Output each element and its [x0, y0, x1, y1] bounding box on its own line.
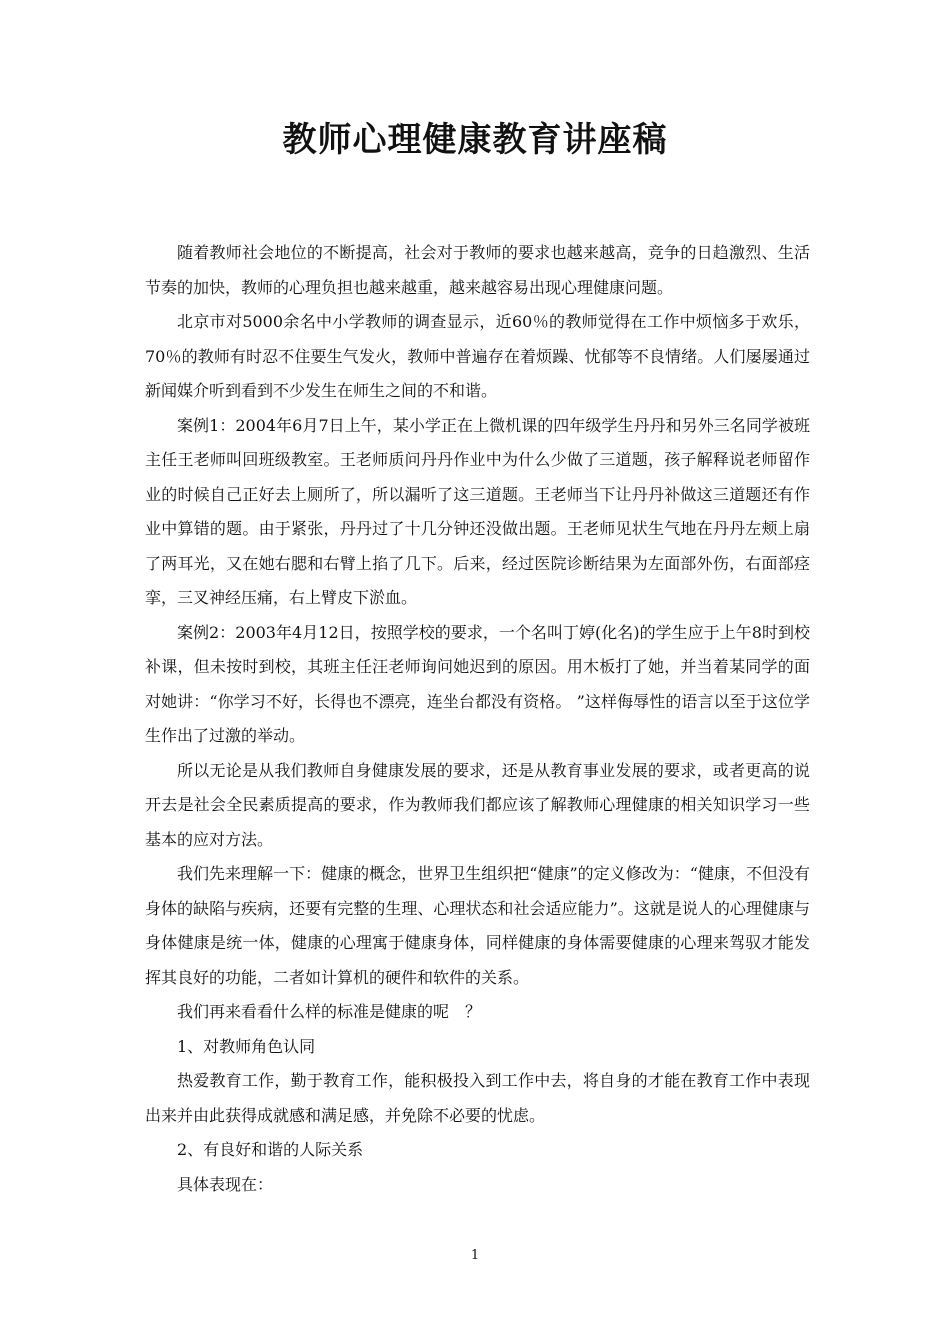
document-title: 教师心理健康教育讲座稿: [282, 120, 668, 160]
heading-item-2: 2、有良好和谐的人际关系: [177, 1140, 364, 1159]
paragraph-health-definition: 我们先来理解一下：健康的概念，世界卫生组织把“健康”的定义修改为：“健康，不但没有身体的缺陷与疾病，还要有完整的生理、心理状态和社会适应能力”。这就是说人的心理健康与身体健康是统一体，健康的心理寓于健康身体，同样健康的身体需要健康的心理来驾驭才能发挥其良好的功能，二者如计算机的硬件和软件的关系。: [145, 864, 810, 987]
paragraph-standard-question: 我们再来看看什么样的标准是健康的呢 ？: [177, 1002, 482, 1021]
page-number: 1: [470, 1248, 480, 1263]
paragraph-intro: 随着教师社会地位的不断提高，社会对于教师的要求也越来越高，竞争的日趋激烈、生活节奏的加快，教师的心理负担也越来越重，越来越容易出现心理健康问题。: [145, 243, 810, 297]
document-body: [145, 236, 810, 1202]
paragraph-item-2-detail: 具体表现在：: [177, 1174, 274, 1194]
paragraph-case-2: 案例2：2003年4月12日，按照学校的要求，一个名叫丁婷(化名)的学生应于上午8时到校补课，但未按时到校，其班主任汪老师询问她迟到的原因。用木板打了她，并当着某同学的面对她讲：“你学习不好，长得也不漂亮，连坐台都没有资格。 ”这样侮辱性的语言以至于这位学生作出了过激的举动。: [145, 622, 810, 745]
heading-item-1: 1、对教师角色认同: [177, 1036, 316, 1056]
paragraph-item-1-detail: 热爱教育工作，勤于教育工作，能积极投入到工作中去，将自身的才能在教育工作中表现出来并由此获得成就感和满足感，并免除不必要的忧虑。: [145, 1071, 810, 1125]
paragraph-conclusion: 所以无论是从我们教师自身健康发展的要求，还是从教育事业发展的要求，或者更高的说开去是社会全民素质提高的要求，作为教师我们都应该了解教师心理健康的相关知识学习一些基本的应对方法。: [145, 760, 810, 849]
paragraph-case-1: 案例1：2004年6月7日上午，某小学正在上微机课的四年级学生丹丹和另外三名同学被班主任王老师叫回班级教室。王老师质问丹丹作业中为什么少做了三道题，孩子解释说老师留作业的时候自己正好去上厕所了，所以漏听了这三道题。王老师当下让丹丹补做这三道题还有作业中算错的题。由于紧张，丹丹过了十几分钟还没做出题。王老师见状生气地在丹丹左颊上扇了两耳光，又在她右腮和右臂上掐了几下。后来，经过医院诊断结果为左面部外伤，右面部痉挛，三叉神经压痛，右上臂皮下淤血。: [145, 415, 810, 607]
paragraph-survey: 北京市对5000余名中小学教师的调查显示，近60％的教师觉得在工作中烦恼多于欢乐，70％的教师有时忍不住要生气发火，教师中普遍存在着烦躁、忧郁等不良情绪。人们屡屡通过新闻媒介听到看到不少发生在师生之间的不和谐。: [145, 312, 810, 400]
